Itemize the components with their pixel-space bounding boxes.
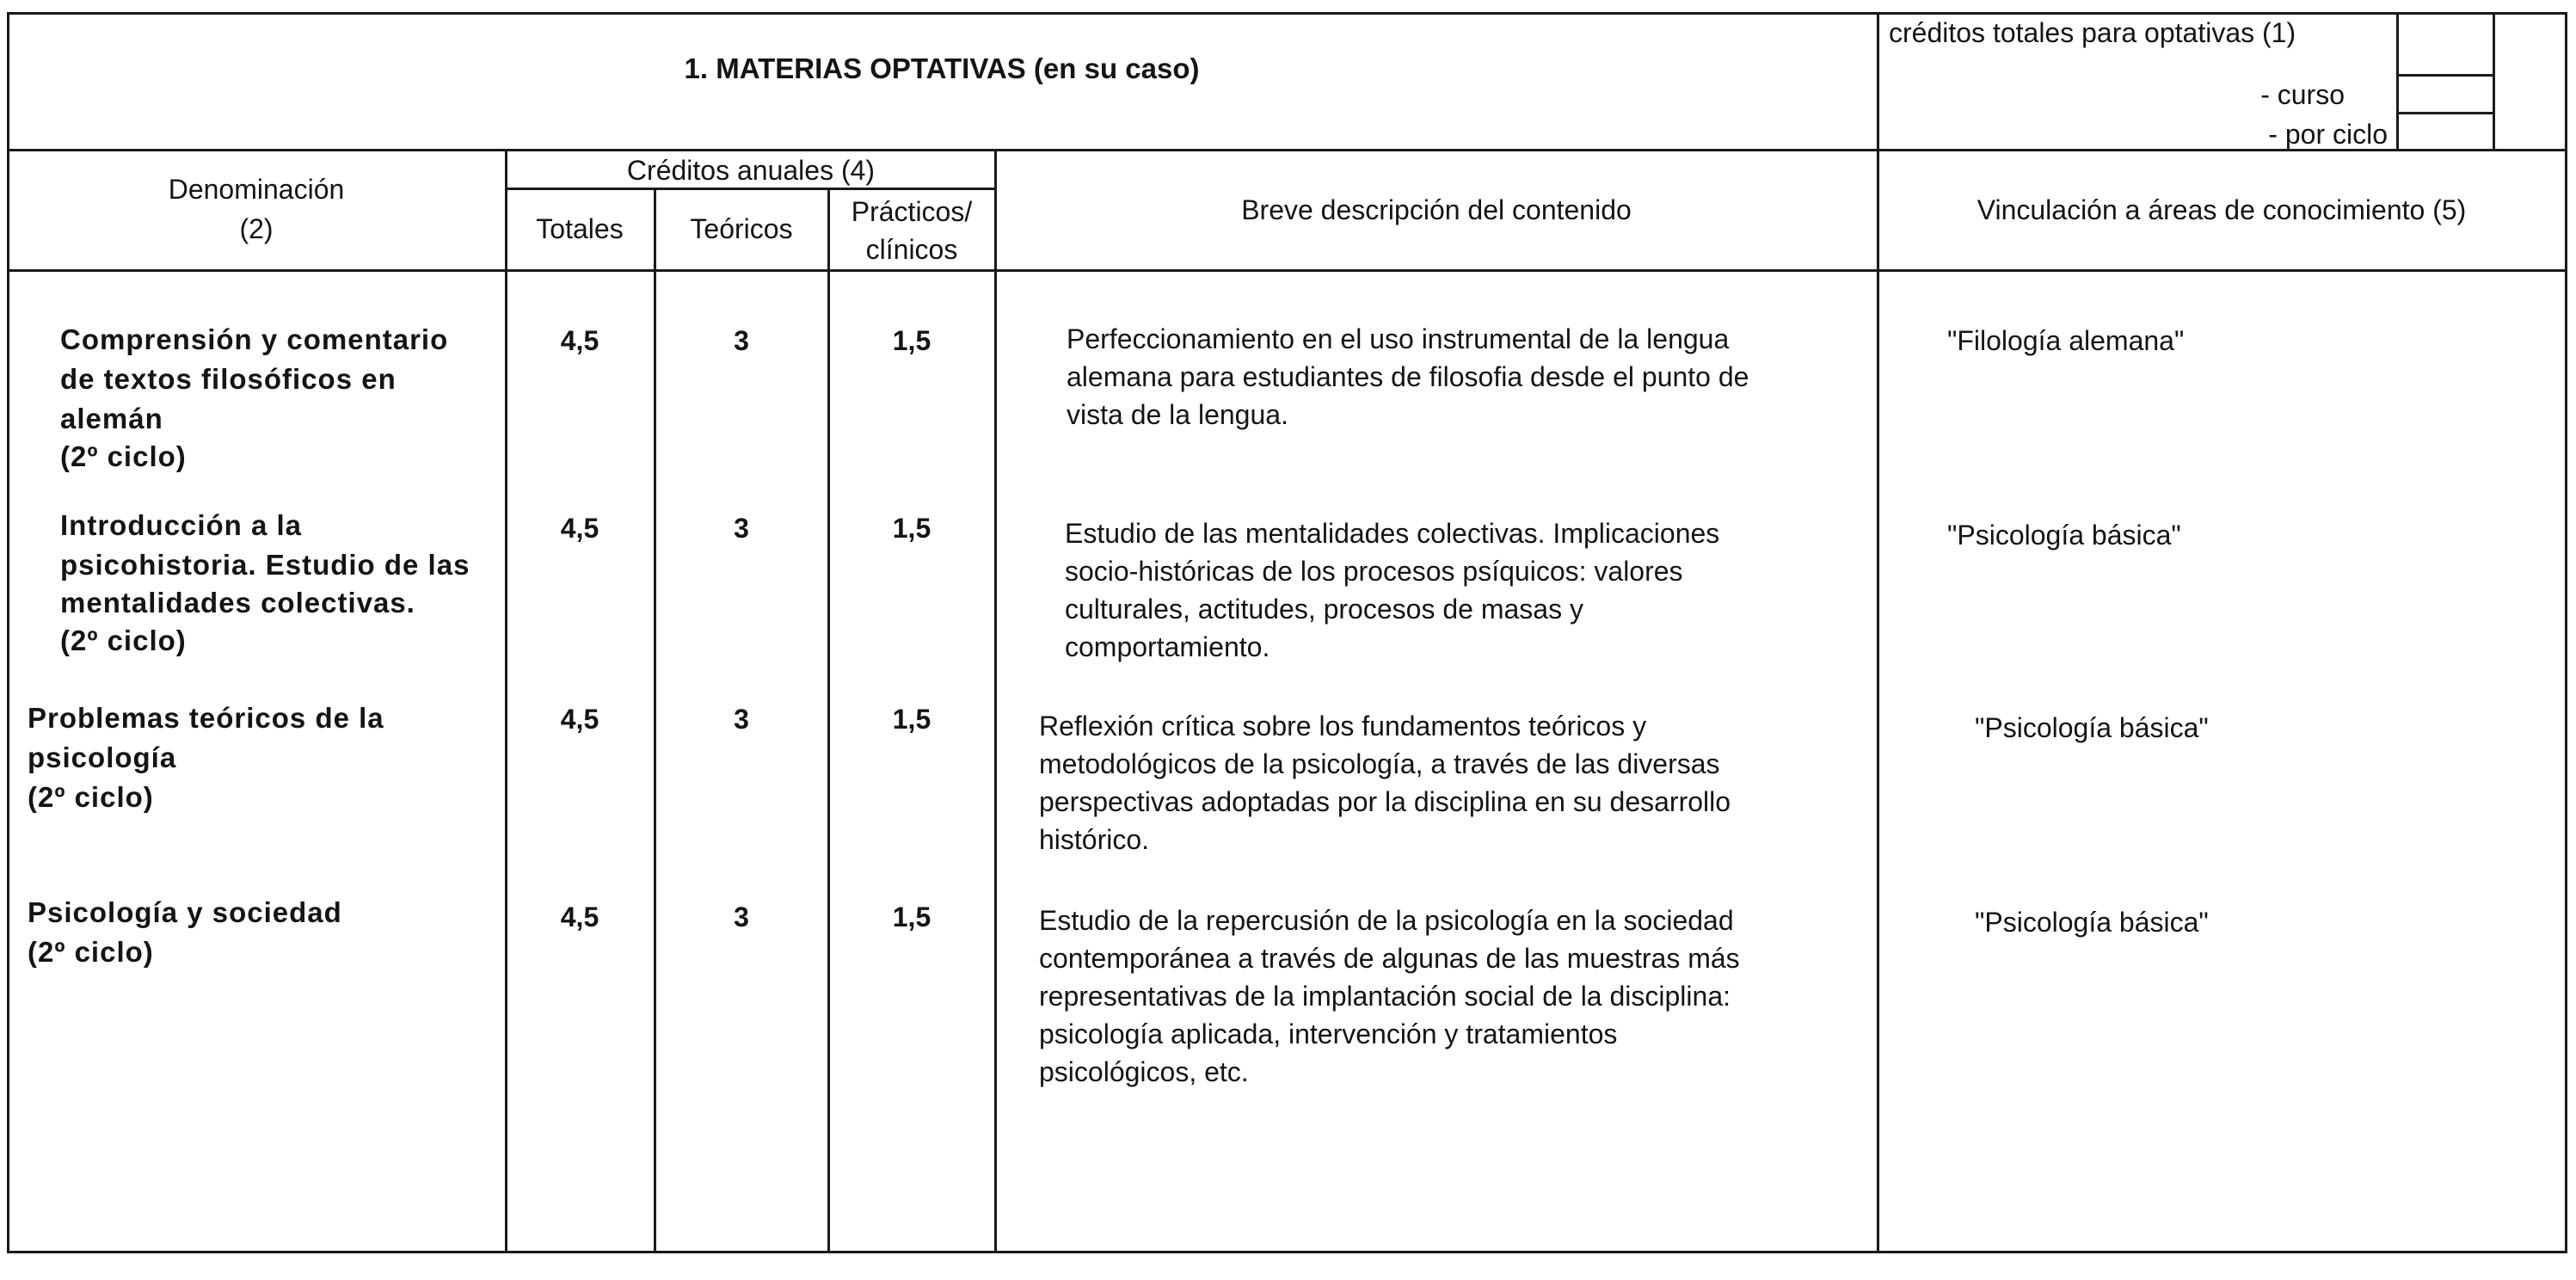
rule-box-2 — [2398, 112, 2494, 114]
subject-line: alemán — [60, 403, 163, 434]
teoricos-value: 3 — [734, 902, 749, 932]
practicos-value: 1,5 — [892, 704, 931, 735]
subject-line: Comprensión y comentario — [60, 323, 449, 355]
rule-box-left — [2396, 12, 2399, 151]
description-line: socio-históricas de los procesos psíquicos: valores — [1065, 556, 1683, 587]
subject-line: Psicología y sociedad — [28, 896, 342, 928]
rule-box-right — [2493, 12, 2495, 151]
knowledge-area: "Filología alemana" — [1947, 325, 2185, 356]
totales-value: 4,5 — [560, 325, 599, 356]
description-line: metodológicos de la psicología, a través de las diversas — [1039, 748, 1720, 779]
knowledge-area: "Psicología básica" — [1975, 712, 2209, 743]
description-line: comportamiento. — [1065, 631, 1270, 662]
subject-line: Introducción a la — [60, 509, 303, 541]
subject-line: Problemas teóricos de la — [28, 702, 384, 734]
description-line: alemana para estudiantes de filosofia desde el punto de — [1067, 361, 1749, 392]
rule-right — [2565, 12, 2567, 1253]
subject-line: psicología — [28, 742, 177, 773]
description-line: Estudio de las mentalidades colectivas. Implicaciones — [1065, 518, 1720, 549]
denominacion-label: Denominación — [168, 174, 345, 205]
section-title: 1. MATERIAS OPTATIVAS (en su caso) — [684, 52, 1200, 84]
totales-value: 4,5 — [560, 513, 599, 544]
description-line: contemporánea a través de algunas de las muestras más — [1039, 943, 1740, 974]
practicos-label-1: Prácticos/ — [851, 196, 973, 227]
description-line: psicológicos, etc. — [1039, 1056, 1249, 1087]
teoricos-value: 3 — [734, 513, 749, 544]
creditos-totales-label: créditos totales para optativas (1) — [1889, 17, 2296, 48]
curso-label: - curso — [2260, 79, 2345, 110]
denominacion-note: (2) — [239, 213, 274, 244]
rule-box-1 — [2398, 74, 2494, 77]
col-header-teoricos: Teóricos — [690, 213, 793, 244]
rule-columns-bottom — [7, 269, 2567, 272]
rule-bottom — [7, 1251, 2567, 1253]
subject-line: (2º ciclo) — [60, 625, 187, 656]
description-line: Reflexión crítica sobre los fundamentos teóricos y — [1039, 711, 1647, 742]
teoricos-value: 3 — [734, 704, 749, 735]
knowledge-area: "Psicología básica" — [1947, 520, 2181, 551]
totales-value: 4,5 — [560, 704, 599, 735]
description-line: culturales, actitudes, procesos de masas y — [1065, 594, 1583, 625]
description-line: histórico. — [1039, 824, 1150, 855]
subject-line: de textos filosóficos en — [60, 363, 397, 395]
teoricos-value: 3 — [734, 325, 749, 356]
col-header-totales: Totales — [536, 213, 624, 244]
practicos-value: 1,5 — [892, 325, 931, 356]
practicos-value: 1,5 — [892, 513, 931, 544]
col-header-vinculacion: Vinculación a áreas de conocimiento (5) — [1977, 194, 2467, 225]
description-line: psicología aplicada, intervención y tratamientos — [1039, 1018, 1618, 1049]
subject-line: psicohistoria. Estudio de las — [60, 549, 470, 581]
description-line: Estudio de la repercusión de la psicología en la sociedad — [1039, 905, 1734, 936]
subject-line: mentalidades colectivas. — [60, 587, 415, 618]
por-ciclo-label: - por ciclo — [2268, 119, 2388, 150]
description-line: representativas de la implantación social de la disciplina: — [1039, 981, 1731, 1012]
practicos-value: 1,5 — [892, 902, 931, 932]
rule-col-descripcion-left — [994, 149, 997, 1253]
subject-line: (2º ciclo) — [60, 440, 187, 472]
description-line: Perfeccionamiento en el uso instrumental de la lengua — [1067, 323, 1730, 354]
knowledge-area: "Psicología básica" — [1975, 907, 2209, 938]
subject-line: (2º ciclo) — [28, 781, 154, 813]
description-line: vista de la lengua. — [1067, 399, 1288, 430]
subject-line: (2º ciclo) — [28, 936, 154, 968]
totales-value: 4,5 — [560, 902, 599, 932]
description-line: perspectivas adoptadas por la disciplina en su desarrollo — [1039, 786, 1731, 817]
practicos-label-2: clínicos — [865, 234, 958, 265]
col-header-descripcion: Breve descripción del contenido — [1241, 194, 1632, 225]
col-header-creditos-anuales: Créditos anuales (4) — [626, 155, 876, 186]
